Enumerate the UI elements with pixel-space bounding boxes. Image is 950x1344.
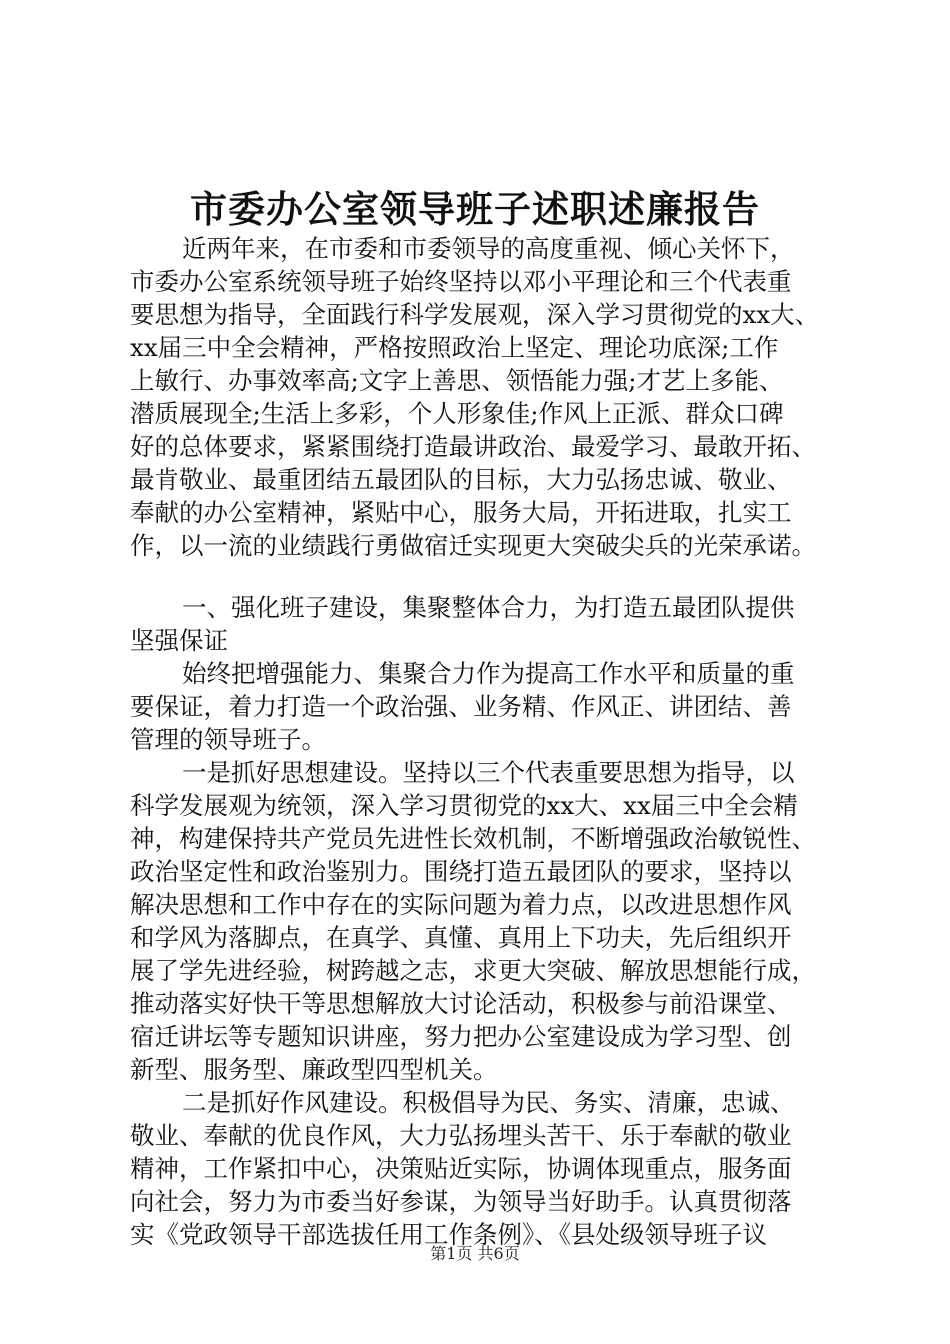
text-line: 市委办公室系统领导班子始终坚持以邓小平理论和三个代表重 bbox=[130, 267, 792, 296]
paragraph bbox=[130, 657, 858, 756]
text-line: 向社会，努力为市委当好参谋，为领导当好助手。认真贯彻落 bbox=[130, 1187, 792, 1216]
text-line: 一、强化班子建设，集聚整体合力，为打造五最团队提供 bbox=[182, 593, 795, 622]
text-line: 潜质展现全;生活上多彩，个人形象佳;作风上正派、群众口碑 bbox=[130, 399, 784, 428]
text-line: 科学发展观为统领，深入学习贯彻党的xx大、xx届三中全会精 bbox=[130, 791, 798, 820]
text-line: 一是抓好思想建设。坚持以三个代表重要思想为指导，以 bbox=[182, 758, 795, 787]
text-line: 近两年来，在市委和市委领导的高度重视、倾心关怀下， bbox=[182, 234, 795, 263]
paragraph-intro bbox=[130, 232, 858, 562]
text-line: 上敏行、办事效率高;文字上善思、领悟能力强;才艺上多能、 bbox=[130, 366, 784, 395]
text-line: 精神，工作紧扣中心，决策贴近实际，协调体现重点，服务面 bbox=[130, 1154, 792, 1183]
text-line: 要思想为指导，全面践行科学发展观，深入学习贯彻党的xx大、 bbox=[130, 300, 820, 329]
page-footer: 第1页 共6页 bbox=[430, 1244, 520, 1263]
text-line: 新型、服务型、廉政型四型机关。 bbox=[130, 1055, 498, 1084]
text-line: xx届三中全会精神，严格按照政治上坚定、理论功底深;工作 bbox=[130, 333, 779, 362]
text-line: 作，以一流的业绩践行勇做宿迁实现更大突破尖兵的光荣承诺。 bbox=[130, 531, 816, 560]
text-line: 实《党政领导干部选拔任用工作条例》、《县处级领导班子议 bbox=[130, 1220, 767, 1249]
document-title: 市委办公室领导班子述职述廉报告 bbox=[190, 187, 760, 231]
text-line: 始终把增强能力、集聚合力作为提高工作水平和质量的重 bbox=[182, 659, 795, 688]
text-line: 推动落实好快干等思想解放大讨论活动，积极参与前沿课堂、 bbox=[130, 989, 792, 1018]
text-line: 奉献的办公室精神，紧贴中心，服务大局，开拓进取，扎实工 bbox=[130, 498, 792, 527]
text-line: 好的总体要求，紧紧围绕打造最讲政治、最爱学习、最敢开拓、 bbox=[130, 432, 816, 461]
text-line: 解决思想和工作中存在的实际问题为着力点，以改进思想作风 bbox=[130, 890, 792, 919]
section-heading bbox=[130, 591, 858, 657]
text-line: 敬业、奉献的优良作风，大力弘扬埋头苦干、乐于奉献的敬业 bbox=[130, 1121, 792, 1150]
text-line: 政治坚定性和政治鉴别力。围绕打造五最团队的要求，坚持以 bbox=[130, 857, 792, 886]
paragraph-gap bbox=[130, 562, 858, 591]
text-line: 宿迁讲坛等专题知识讲座，努力把办公室建设成为学习型、创 bbox=[130, 1022, 792, 1051]
text-line: 和学风为落脚点，在真学、真懂、真用上下功夫，先后组织开 bbox=[130, 923, 792, 952]
text-line: 管理的领导班子。 bbox=[130, 725, 326, 754]
document-body bbox=[130, 232, 858, 1251]
paragraph bbox=[130, 756, 858, 1086]
paragraph bbox=[130, 1086, 858, 1251]
text-line: 二是抓好作风建设。积极倡导为民、务实、清廉，忠诚、 bbox=[182, 1088, 795, 1117]
text-line: 展了学先进经验，树跨越之志，求更大突破、解放思想能行成， bbox=[130, 956, 816, 985]
text-line: 最肯敬业、最重团结五最团队的目标，大力弘扬忠诚、敬业、 bbox=[130, 465, 792, 494]
text-line: 坚强保证 bbox=[130, 626, 228, 655]
text-line: 要保证，着力打造一个政治强、业务精、作风正、讲团结、善 bbox=[130, 692, 792, 721]
text-line: 神，构建保持共产党员先进性长效机制，不断增强政治敏锐性、 bbox=[130, 824, 816, 853]
